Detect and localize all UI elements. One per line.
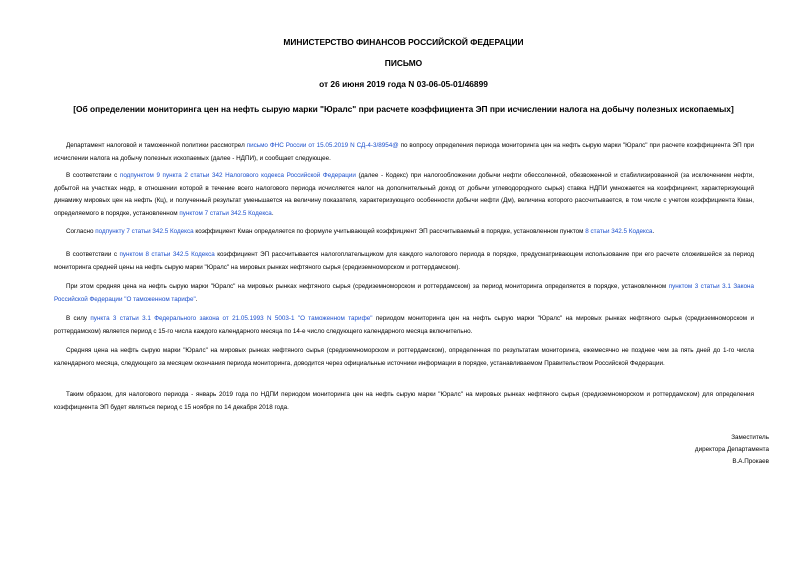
link-customs-tariff-law[interactable]: пунктом 3 статьи 3.1 Закона Российской Федерации "О таможенном тарифе" (54, 283, 754, 303)
paragraph-text: коэффициент ЭП рассчитывается налогоплательщиком для каждого налогового периода в порядке, предусматривающем использование при его расчете сложившейся за период мониторинга средней цены на нефть сырую марки "Юралс" на мировых рынках нефтяного сырья (средиземноморском и роттердамском). (54, 251, 755, 271)
link-federal-law-5003-1[interactable]: пункта 3 статьи 3.1 Федерального закона от 21.05.1993 N 5003-1 "О таможенном тарифе" (90, 315, 373, 322)
paragraph-text: Таким образом, для налогового периода - январь 2019 года по НДПИ периодом мониторинга цен на нефть сырую марки "Юралс" на мировых рынках нефтяного сырья (средиземноморском и роттердамском) для определения коэффициента ЭП будет являться период с 15 ноября по 14 декабря 2018 года. (54, 391, 754, 411)
signature-department: директора Департамента (694, 446, 769, 453)
link-article-342-5-p7[interactable]: пунктом 7 статьи 342.5 Кодекса (179, 209, 272, 217)
link-article-342-5-p8[interactable]: 8 статьи 342.5 Кодекса (585, 228, 653, 235)
paragraph-3 (54, 226, 754, 239)
paragraph-text: В соответствии с (66, 172, 120, 179)
paragraph-text: коэффициент Кман определяется по формуле учитывающей коэффициент ЭП рассчитываемый в порядке, установленном пунктом (193, 228, 586, 235)
document-date-number: от 26 июня 2019 года N 03-06-05-01/46899 (319, 79, 488, 89)
paragraph-text: по вопросу определения периода мониторинга цен на нефть сырую марки "Юралс" при расчете коэффициента ЭП при исчислении налога на добычу полезных ископаемых (далее - НДПИ), и сообщает следующее. (54, 142, 754, 162)
paragraph-7 (54, 345, 754, 370)
paragraph-2 (54, 170, 754, 220)
paragraph-text: (далее - Кодекс) при налогообложении добычи нефти обессоленной, обезвоженной и стабилизированной (за исключением нефти, добытой на участках недр, в отношении которой в течение всего налогового периода исчисляется налог на дополнительный доход от добычи углеводородного сырья) ставка НДПИ умножается на коэффициент, характеризующий динамику мировых цен на нефть (Кц), и полученный результат уменьшается на величину показателя, характеризующего особенности добычи нефти (Дм), величина которого рассчитывается, в том числе с учетом коэффициента Кман, определяемого в порядке, установленном (54, 172, 754, 217)
paragraph-text: периодом мониторинга цен на нефть сырую марки "Юралс" на мировых рынках нефтяного сырья (средиземноморском и роттердамском) является период с 15-го числа каждого календарного месяца по 14-е число следующего календарного месяца включительно. (54, 315, 755, 335)
paragraph-text: . (195, 295, 198, 303)
link-subparagraph-7[interactable]: подпункту 7 статьи 342.5 Кодекса (95, 228, 194, 235)
paragraph-text: Согласно (66, 228, 96, 235)
link-tax-code-342[interactable]: подпунктом 9 пункта 2 статьи 342 Налогового кодекса Российской Федерации (119, 172, 356, 179)
signature-name: В.А.Прокаев (732, 458, 769, 465)
signature-position: Заместитель (731, 434, 769, 441)
paragraph-8 (54, 389, 754, 414)
paragraph-6 (54, 313, 754, 338)
link-point-8-article-342-5[interactable]: пунктом 8 статьи 342.5 Кодекса (119, 251, 215, 258)
ministry-title: МИНИСТЕРСТВО ФИНАНСОВ РОССИЙСКОЙ ФЕДЕРАЦИИ (283, 37, 524, 47)
link-fns-letter[interactable]: письмо ФНС России от 15.05.2019 N СД-4-3/8954@ (246, 142, 399, 149)
paragraph-text: Средняя цена на нефть сырую марки "Юралс" на мировых рынках нефтяного сырья (средиземноморском и роттердамском), определенная по результатам мониторинга, ежемесячно не позднее чем за пять дней до 1-го числа календарного месяца, следующего за месяцем окончания периода мониторинга, доводится через официальные источники информации в порядке, устанавливаемом Правительством Российской Федерации. (54, 347, 754, 367)
paragraph-text: . (271, 209, 274, 217)
document-subject: [Об определении мониторинга цен на нефть сырую марки "Юралс" при расчете коэффициента ЭП при исчислении налога на добычу полезных ископаемых] (73, 104, 734, 114)
paragraph-4 (54, 249, 754, 274)
paragraph-1 (54, 140, 754, 165)
document-type: ПИСЬМО (384, 58, 423, 68)
paragraph-text: При этом средняя цена на нефть сырую марки "Юралс" на мировых рынках нефтяного сырья (средиземноморском и роттердамском) за период мониторинга определяется в порядке, установленном (66, 283, 669, 290)
paragraph-text: . (652, 228, 655, 235)
paragraph-5 (54, 281, 754, 306)
paragraph-text: Департамент налоговой и таможенной политики рассмотрел (66, 142, 247, 149)
paragraph-text: В соответствии с (66, 251, 120, 258)
paragraph-text: В силу (66, 315, 91, 322)
signature-block (569, 432, 769, 468)
